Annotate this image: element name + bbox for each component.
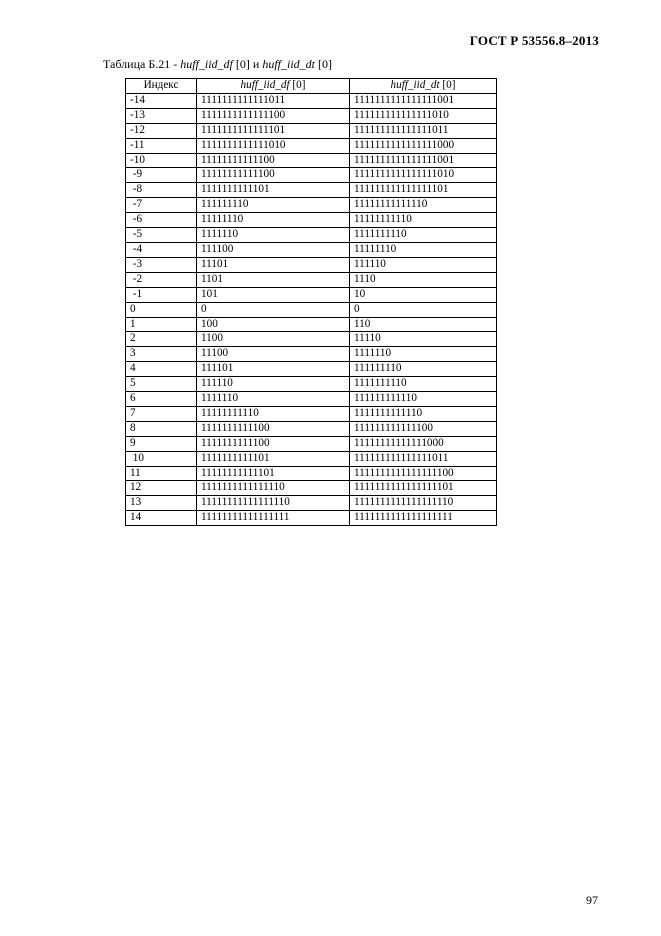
cell-df: 1111111111100 [197, 436, 350, 451]
cell-dt: 1110 [350, 272, 497, 287]
cell-df: 11101 [197, 257, 350, 272]
caption-conj: и [252, 57, 263, 71]
cell-index: 13 [126, 496, 197, 511]
cell-df: 100 [197, 317, 350, 332]
cell-index: -12 [126, 123, 197, 138]
cell-df: 111110 [197, 377, 350, 392]
cell-df: 1111111111111110 [197, 481, 350, 496]
cell-dt: 1111111111111111110 [350, 496, 497, 511]
cell-index: -4 [126, 242, 197, 257]
document-header: ГОСТ Р 53556.8–2013 [469, 33, 599, 48]
cell-dt: 1111111111111111001 [350, 93, 497, 108]
cell-df: 0 [197, 302, 350, 317]
cell-index: -3 [126, 257, 197, 272]
table-row [126, 392, 497, 407]
table-row [126, 93, 497, 108]
table-row [126, 183, 497, 198]
table-row [126, 332, 497, 347]
cell-index: 0 [126, 302, 197, 317]
table-row [126, 272, 497, 287]
cell-index: -2 [126, 272, 197, 287]
cell-df: 11111111111111111 [197, 511, 350, 526]
cell-dt: 111111111111111101 [350, 183, 497, 198]
cell-dt: 11110 [350, 332, 497, 347]
cell-dt: 111111111110 [350, 392, 497, 407]
cell-dt: 111111111111111010 [350, 108, 497, 123]
cell-index: 1 [126, 317, 197, 332]
cell-index: -5 [126, 228, 197, 243]
table-row [126, 302, 497, 317]
cell-dt: 1111111110 [350, 377, 497, 392]
table-row [126, 481, 497, 496]
cell-dt: 11111111110 [350, 213, 497, 228]
cell-dt: 111111111111111011 [350, 123, 497, 138]
table-caption [103, 57, 332, 72]
cell-df: 11111111111100 [197, 153, 350, 168]
cell-df: 1100 [197, 332, 350, 347]
huffman-table [125, 78, 497, 526]
cell-index: 8 [126, 421, 197, 436]
header-dt [350, 79, 497, 94]
caption-name-1: huff_iid_df [180, 57, 233, 71]
table-row [126, 466, 497, 481]
cell-index: -10 [126, 153, 197, 168]
table-row [126, 511, 497, 526]
cell-df: 1101 [197, 272, 350, 287]
table-row [126, 257, 497, 272]
cell-dt: 11111111111111000 [350, 436, 497, 451]
table-row [126, 213, 497, 228]
table-row [126, 451, 497, 466]
header-index: Индекс [126, 79, 197, 94]
cell-df: 1111111111111101 [197, 123, 350, 138]
table-row [126, 198, 497, 213]
header-dt-name: huff_iid_dt [390, 79, 440, 91]
cell-index: 12 [126, 481, 197, 496]
cell-dt: 11111110 [350, 242, 497, 257]
page-number: 97 [586, 893, 598, 907]
table-row [126, 242, 497, 257]
table-row [126, 108, 497, 123]
cell-index: -7 [126, 198, 197, 213]
cell-df: 11111111110 [197, 406, 350, 421]
cell-df: 1111111111111100 [197, 108, 350, 123]
cell-df: 111101 [197, 362, 350, 377]
cell-df: 1111111111101 [197, 183, 350, 198]
table-row [126, 168, 497, 183]
table-row [126, 317, 497, 332]
cell-index: 11 [126, 466, 197, 481]
cell-dt: 1111111111111111001 [350, 153, 497, 168]
cell-dt: 1111111111111111000 [350, 138, 497, 153]
cell-index: 7 [126, 406, 197, 421]
cell-df: 1111111111111010 [197, 138, 350, 153]
cell-dt: 110 [350, 317, 497, 332]
table-row [126, 406, 497, 421]
cell-index: 3 [126, 347, 197, 362]
cell-index: -14 [126, 93, 197, 108]
table-row [126, 436, 497, 451]
cell-df: 11111111111100 [197, 168, 350, 183]
cell-df: 1111111111101 [197, 451, 350, 466]
cell-df: 111111110 [197, 198, 350, 213]
cell-df: 11111110 [197, 213, 350, 228]
table-row [126, 228, 497, 243]
cell-df: 1111110 [197, 228, 350, 243]
cell-index: -13 [126, 108, 197, 123]
table-body [126, 93, 497, 525]
cell-dt: 1111111111110 [350, 406, 497, 421]
cell-index: 2 [126, 332, 197, 347]
cell-dt: 111111111111100 [350, 421, 497, 436]
cell-df: 111100 [197, 242, 350, 257]
caption-prefix: Таблица Б.21 - [103, 57, 181, 71]
cell-df: 1111111111111011 [197, 93, 350, 108]
cell-dt: 1111111110 [350, 228, 497, 243]
table-row [126, 421, 497, 436]
caption-bracket-2: [0] [314, 57, 332, 71]
cell-dt: 111110 [350, 257, 497, 272]
cell-dt: 11111111111110 [350, 198, 497, 213]
cell-index: 10 [126, 451, 197, 466]
cell-dt: 1111111111111111010 [350, 168, 497, 183]
cell-index: 9 [126, 436, 197, 451]
cell-index: -9 [126, 168, 197, 183]
table-row [126, 362, 497, 377]
cell-df: 101 [197, 287, 350, 302]
cell-df: 11111111111101 [197, 466, 350, 481]
cell-dt: 1111111111111111100 [350, 466, 497, 481]
cell-dt: 1111111111111111111 [350, 511, 497, 526]
cell-dt: 111111111111111011 [350, 451, 497, 466]
header-df-suffix: [0] [289, 79, 306, 91]
table-header-row [126, 79, 497, 94]
cell-df: 1111110 [197, 392, 350, 407]
cell-index: 4 [126, 362, 197, 377]
cell-index: -8 [126, 183, 197, 198]
table-row [126, 377, 497, 392]
cell-dt: 10 [350, 287, 497, 302]
cell-dt: 1111110 [350, 347, 497, 362]
table-row [126, 496, 497, 511]
cell-df: 1111111111100 [197, 421, 350, 436]
cell-dt: 1111111111111111101 [350, 481, 497, 496]
cell-df: 11100 [197, 347, 350, 362]
header-dt-suffix: [0] [439, 79, 456, 91]
cell-index: -6 [126, 213, 197, 228]
table-row [126, 123, 497, 138]
cell-index: 5 [126, 377, 197, 392]
cell-index: 6 [126, 392, 197, 407]
header-df-name: huff_iid_df [240, 79, 290, 91]
header-df [197, 79, 350, 94]
table-row [126, 347, 497, 362]
caption-name-2: huff_iid_dt [262, 57, 315, 71]
table-row [126, 138, 497, 153]
cell-index: -11 [126, 138, 197, 153]
cell-dt: 0 [350, 302, 497, 317]
table-row [126, 287, 497, 302]
cell-index: -1 [126, 287, 197, 302]
table-row [126, 153, 497, 168]
caption-bracket-1: [0] [232, 57, 253, 71]
cell-index: 14 [126, 511, 197, 526]
cell-dt: 111111110 [350, 362, 497, 377]
cell-df: 11111111111111110 [197, 496, 350, 511]
